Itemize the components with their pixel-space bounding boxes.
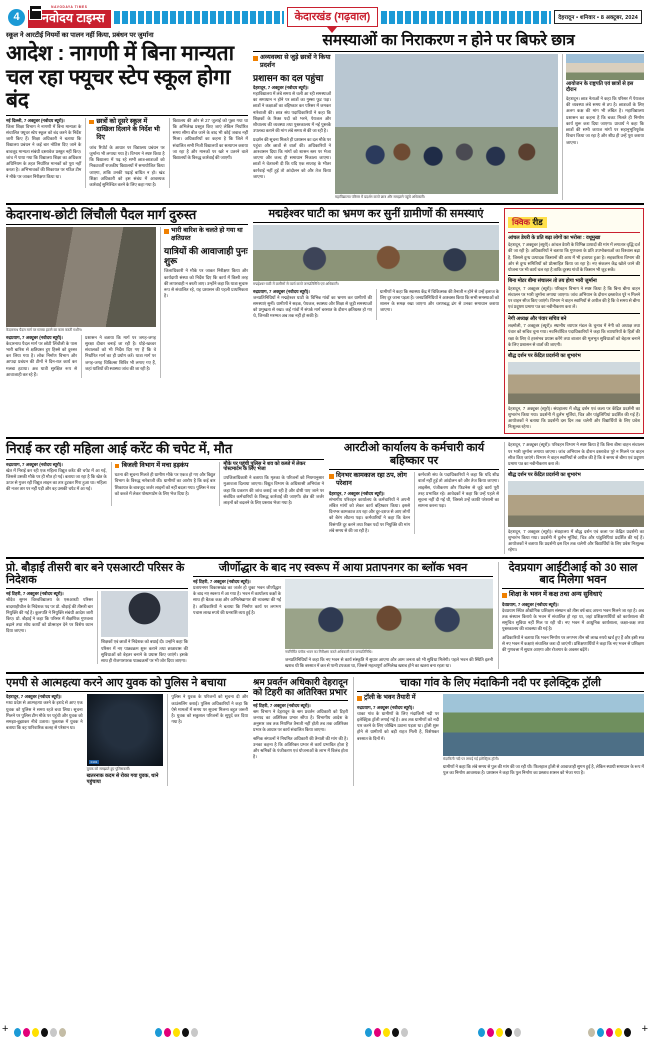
kedarnath-col1: केदारनाथ पैदल मार्ग पर छोटी लिंचौली के पास भारी बारिश से क्षतिग्रस्त हुए हिस्से को दुरुस्त कर लिया गया है। लोक निर्माण विभाग और आपदा प्रबंधन की टीमों ने दिन-रात कार्य कर मलबा हटाया। अब यात्री सुरक्षित रूप से आवाजाही कर रहे हैं।	[6, 340, 77, 377]
trolley-col2: ग्रामीणों ने कहा कि लंबे समय से पुल की मांग की जा रही थी। फिलहाल ट्रॉली से आवाजाही सुगम हुई है, लेकिन स्थायी समाधान के रूप में पुल का निर्माण आवश्यक है। प्रशासन ने कहा कि पुल निर्माण का प्रस्ताव शासन को भेजा गया है।	[443, 764, 644, 776]
trolley-caption: मंदाकिनी नदी पर लगाई गई इलेक्ट्रिक ट्रॉली।	[443, 757, 500, 762]
lead-right-col3: देहरादून। छात्र नेताओं ने कहा कि परिसर में पेयजल की व्यवस्था लंबे समय से ठप है। छात्राओं के लिए अलग कक्ष की मांग भी लंबित है। महाविद्यालय प्रशासन का कहना है कि बजट मिलते ही निर्माण कार्य शुरू करा दिया जाएगा। प्राचार्य ने कहा कि छात्रों की सभी जायज मांगों पर सहानुभूतिपूर्वक विचार किया जा रहा है और शीघ्र ही उन्हें पूरा कराया जाएगा।	[566, 95, 644, 145]
madmaheshwar-story	[253, 208, 499, 435]
quick-read-cont-photo	[508, 481, 644, 527]
lead-story-left	[6, 32, 248, 200]
kedarnath-bullet: भारी बारिश के चलते हो गया था क्षतिग्रस्त	[164, 227, 248, 244]
stripe-right	[381, 11, 551, 24]
woman-current-story	[6, 442, 324, 553]
boudai-col1: श्रीदेव सुमन विश्वविद्यालय के एसआरटी परिसर बादशाहीथौल के निदेशक पद पर प्रो. बौड़ाई की तीसरी बार नियुक्ति की गई है। कुलपति ने नियुक्ति संबंधी आदेश जारी किए। प्रो. बौड़ाई ने कहा कि परिसर में शैक्षणिक गुणवत्ता बढ़ाने तथा शोध कार्यों को प्रोत्साहन देने पर विशेष ध्यान दिया जाएगा।	[6, 597, 93, 634]
lead-right-inset-photo	[566, 54, 644, 80]
madmaheshwar-headline: मद्महेश्वर घाटी का भ्रमण कर सुनीं ग्रामीणों की समस्याएं	[268, 207, 484, 220]
kedarnath-photo	[6, 227, 156, 327]
suicide-byline: देहरादून, 7 अक्टूबर (नवोदय ब्यूरो)।	[6, 694, 62, 700]
devprayag-byline: देवप्रयाग, 7 अक्टूबर (नवोदय ब्यूरो)।	[502, 601, 559, 607]
suicide-photo	[87, 694, 164, 766]
lead-left-col3: विद्यालय की ओर से 27 जुलाई को पूछा गया था कि अभिलेख प्रस्तुत किए जाएं लेकिन निर्धारित समय सीमा बीत जाने के बाद भी कोई जवाब नहीं मिला। अधिकारियों का कहना है कि जिले में संचालित सभी निजी विद्यालयों का सत्यापन कराया जा रहा है और मानकों पर खरे न उतरने वाले विद्यालयों के विरुद्ध कार्रवाई की जाएगी।	[172, 117, 248, 161]
madmaheshwar-col1: जनप्रतिनिधियों ने मद्महेश्वर घाटी के विभिन्न गांवों का भ्रमण कर ग्रामीणों की समस्याएं सुनीं। ग्रामीणों ने सड़क, पेयजल, स्वास्थ्य और शिक्षा से जुड़ी समस्याओं को प्रमुखता से रखा। कई गांवों में संपर्क मार्ग बरसात के दौरान क्षतिग्रस्त हो गए थे, जिनकी मरम्मत अब तक नहीं हो सकी है।	[253, 294, 372, 319]
labour-story	[253, 677, 348, 785]
devprayag-col2: अधिकारियों ने बताया कि भवन निर्माण पर लगभग तीन सौ लाख रुपये खर्च हुए हैं और इसी सत्र से नए भवन में कक्षाएं संचालित करा दी जाएंगी। प्रशिक्षणार्थियों ने कहा कि नए भवन से प्रशिक्षण की गुणवत्ता में सुधार आएगा और रोजगार के अवसर बढ़ेंगे।	[502, 634, 644, 652]
suicide-caption: युवक को समझाते हुए पुलिसकर्मी।	[86, 767, 131, 772]
labour-col2: श्रमिक संगठनों ने नियमित अधिकारी की तैनाती की मांग की है। उनका कहना है कि अतिरिक्त प्रभार से कार्य प्रभावित होता है और श्रमिकों के पंजीकरण एवं योजनाओं के लाभ में विलंब होता है।	[253, 735, 348, 760]
edition-tag	[287, 7, 379, 27]
woman-current-sub: मौके पर पहुंची पुलिस ने शव को कब्जे में लेकर पोस्टमार्टम के लिए भेजा	[223, 460, 306, 473]
pratapnagar-col1: प्रतापनगर विकासखंड का जर्जर हो चुका भवन जीर्णोद्धार के बाद नए स्वरूप में आ गया है। भवन में कार्यालय कक्षों के साथ ही बैठक कक्ष और अभिलेखागार की व्यवस्था की गई है। अधिकारियों ने बताया कि निर्माण कार्य पर लगभग पचास लाख रुपये की धनराशि व्यय हुई है।	[193, 585, 281, 615]
woman-current-bullet: बिजली विभाग में मचा हड़कंप	[115, 462, 216, 470]
quick-read-item	[508, 235, 640, 274]
lead-left-col1: जिला शिक्षा विभाग ने नागणी में बिना मान्यता के संचालित फ्यूचर स्टेप स्कूल को बंद करने के निर्देश जारी किए हैं। शिक्षा अधिकारी ने बताया कि विद्यालय प्रबंधन ने कई बार नोटिस दिए जाने के बावजूद मान्यता संबंधी दस्तावेज प्रस्तुत नहीं किए। जांच में पाया गया कि विद्यालय शिक्षा का अधिकार अधिनियम के तहत निर्धारित मानकों को पूरा नहीं करता है। अभिभावकों की शिकायत पर गठित टीम ने मौके पर जाकर निरीक्षण किया था।	[6, 123, 82, 179]
rto-headline: आरटीओ कार्यालय के कर्मचारी कार्य बहिष्कार पर	[343, 442, 485, 467]
suicide-col2: पुलिस ने युवक के परिजनों को सूचना दी और काउंसलिंग कराई। पुलिस अधिकारियों ने कहा कि ऐसे मामलों में समय पर सूचना मिलना बहुत जरूरी है। युवक को सकुशल परिजनों के सुपुर्द कर दिया गया है।	[171, 694, 249, 725]
quick-read-item-head: आंचल डेयरी के प्रति बढ़ा लोगों का भरोसा : वधूमुखा	[508, 234, 601, 241]
lead-right-byline: देहरादून, 7 अक्टूबर (नवोदय ब्यूरो)।	[253, 85, 309, 91]
boudai-story	[6, 562, 188, 669]
quick-read-photo	[508, 362, 640, 404]
quick-read-item-body: देहरादून, 7 अक्टूबर (ब्यूरो)। संग्रहालय में बौद्ध दर्शन एवं कला पर केंद्रित प्रदर्शनी का शुभारंभ किया गया। प्रदर्शनी में दुर्लभ मूर्तियां, चित्र और पांडुलिपियां प्रदर्शित की गई हैं। आयोजकों ने बताया कि प्रदर्शनी दस दिन तक चलेगी और विद्यार्थियों के लिए प्रवेश निःशुल्क रहेगा।	[508, 405, 640, 430]
madmaheshwar-col2: ग्रामीणों ने कहा कि स्वास्थ्य केंद्र में चिकित्सक की तैनाती न होने से उन्हें इलाज के लिए दूर जाना पड़ता है। जनप्रतिनिधियों ने आश्वस्त किया कि सभी समस्याओं को शासन के समक्ष रखा जाएगा और चरणबद्ध ढंग से उनका समाधान कराया जाएगा।	[380, 288, 499, 313]
lead-left-col2: जांच रिपोर्ट के आधार पर विद्यालय प्रबंधन पर जुर्माना भी लगाया गया है। विभाग ने स्पष्ट किया है कि विद्यालय में पढ़ रहे सभी छात्र-छात्राओं को निकटवर्ती राजकीय विद्यालयों में समायोजित किया जाएगा, ताकि उनकी पढ़ाई बाधित न हो। खंड शिक्षा अधिकारी को इस संबंध में आवश्यक कार्रवाई सुनिश्चित करने के लिए कहा गया है।	[89, 144, 165, 188]
kedarnath-sub: यात्रियों की आवाजाही पुनः शुरू	[164, 245, 248, 267]
registration-dots-1	[14, 1028, 66, 1037]
lead-left-kicker: स्कूल ने आरटीई नियमों का पालन नहीं किया, प्रबंधन पर जुर्माना	[6, 32, 154, 39]
registration-dots-5	[588, 1028, 631, 1037]
devprayag-story	[498, 562, 644, 669]
edition-tag-label: केदारखंड (गढ़वाल)	[287, 7, 379, 27]
woman-current-byline: रुद्रप्रयाग, 7 अक्टूबर (नवोदय ब्यूरो)।	[6, 461, 63, 467]
quick-read-item-head: बौद्ध दर्शन पर केंद्रित प्रदर्शनी का शुभारंभ	[508, 353, 581, 360]
quick-read-cont-body2: देहरादून, 7 अक्टूबर (ब्यूरो)। संग्रहालय में बौद्ध दर्शन एवं कला पर केंद्रित प्रदर्शनी का शुभारंभ किया गया। प्रदर्शनी में दुर्लभ मूर्तियां, चित्र और पांडुलिपियां प्रदर्शित की गई हैं। आयोजकों ने बताया कि प्रदर्शनी दस दिन तक चलेगी और विद्यार्थियों के लिए प्रवेश निःशुल्क रहेगा।	[508, 528, 644, 553]
registration-dots-4	[478, 1028, 521, 1037]
boudai-headline: प्रो. बौड़ाई तीसरी बार बने एसआरटी परिसर के निदेशक	[6, 561, 185, 586]
quick-read-item	[508, 278, 640, 310]
madmaheshwar-byline: रुद्रप्रयाग, 7 अक्टूबर (नवोदय ब्यूरो)।	[253, 288, 310, 294]
suicide-rescue-story	[6, 677, 248, 785]
woman-current-col2: घटना की सूचना मिलते ही ग्रामीण मौके पर एकत्र हो गए और विद्युत विभाग के विरुद्ध नारेबाजी की। ग्रामीणों का आरोप है कि कई बार शिकायत के बावजूद जर्जर लाइनों को नहीं बदला गया। पुलिस ने शव को कब्जे में लेकर पोस्टमार्टम के लिए भेज दिया है।	[114, 472, 216, 496]
kedarnath-col3: जिलाधिकारी ने मौके पर जाकर निरीक्षण किया और कार्यदायी संस्था को निर्देश दिए कि कार्य में किसी तरह की लापरवाही न बरती जाए। उन्होंने कहा कि यात्रा सुचारु रूप से संचालित रहे, यह प्रशासन की पहली प्राथमिकता है।	[164, 268, 248, 299]
lead-left-headline: आदेश : नागणी में बिना मान्यता चल रहा फ्यूचर स्टेप स्कूल होगा बंद	[6, 42, 234, 113]
pratapnagar-headline: जीर्णोद्धार के बाद नए स्वरूप में आया प्रतापनगर का ब्लॉक भवन	[218, 561, 468, 574]
suicide-col1: मध्य प्रदेश से आत्महत्या करने के इरादे से आए एक युवक को पुलिस ने समय रहते बचा लिया। सूचना मिलने पर पुलिस टीम मौके पर पहुंची और युवक को समझा-बुझाकर नीचे उतारा। पूछताछ में युवक ने बताया कि वह पारिवारिक कलह से परेशान था।	[6, 700, 83, 731]
pratapnagar-byline: नई टिहरी, 7 अक्टूबर (नवोदय ब्यूरो)।	[193, 579, 251, 584]
flag-icon	[29, 5, 42, 20]
labour-headline: श्रम प्रवर्तन अधिकारी देहरादून को टिहरी का अतिरिक्त प्रभार	[253, 677, 348, 698]
devprayag-bullet: शिक्षा के भवन में कक्ष तथा अन्य सुविधाएं	[502, 591, 644, 599]
rto-bullet: दिनभर कामकाज रहा ठप, लोग परेशान	[329, 472, 410, 489]
quick-read-title-word1: क्विक	[512, 216, 531, 227]
kedarnath-headline: केदारनाथ-छोटी लिंचौली पैदल मार्ग दुरुस्त	[6, 206, 197, 222]
woman-current-headline: निराई कर रही महिला आई करेंट की चपेट में, मौत	[6, 441, 233, 457]
madmaheshwar-caption: मद्महेश्वर घाटी में ग्रामीणों से वार्ता करते जनप्रतिनिधि एवं अधिकारी।	[253, 282, 339, 287]
lead-right-photo	[335, 54, 558, 194]
quick-read-item	[508, 316, 640, 348]
lead-right-bullet: अव्यवस्था से जुड़े छात्रों ने किया प्रदर्शन	[253, 54, 331, 71]
quick-read-item-body: लक्ष्मोली, 7 अक्टूबर (ब्यूरो)। स्थानीय व्यापार मंडल के चुनाव में नेगी को अध्यक्ष तथा पंवार को सचिव चुना गया। नवनिर्वाचित पदाधिकारियों ने कहा कि व्यापारियों के हितों की रक्षा के लिए वे हरसंभव प्रयास करेंगे तथा बाजार की मूलभूत सुविधाओं को बेहतर बनाने के लिए प्रशासन से वार्ता की जाएगी।	[508, 323, 640, 347]
logo-latin-name: NAVODAYA TIMES	[51, 5, 88, 10]
lead-right-col2: प्रदर्शन की सूचना मिलते ही प्रशासन का दल मौके पर पहुंचा और छात्रों से वार्ता की। अधिकारियों ने आश्वासन दिया कि मांगों को शासन स्तर पर भेजा जाएगा और जल्द ही समाधान निकाला जाएगा। छात्रों ने चेतावनी दी कि यदि एक सप्ताह के भीतर कार्रवाई नहीं हुई तो आंदोलन को और तेज किया जाएगा।	[253, 136, 331, 179]
quick-read-continued	[504, 442, 644, 553]
photo-nameplate: 0101	[90, 760, 98, 765]
quick-read-item-body: देहरादून, 7 अक्टूबर (ब्यूरो)। आंचल डेयरी के विभिन्न उत्पादों की मांग में लगातार वृद्धि दर्ज की जा रही है। अधिकारियों ने बताया कि गुणवत्ता के प्रति उपभोक्ताओं का विश्वास बढ़ा है, जिससे दुग्ध उत्पादक किसानों की आय में भी इजाफा हुआ है। सहकारिता विभाग की ओर से दुग्ध समितियों को प्रोत्साहित किया जा रहा है। नए संकलन केंद्र खोले जाने की योजना पर भी कार्य चल रहा है ताकि दूरस्थ गांवों के किसान भी जुड़ सकें।	[508, 242, 640, 273]
crop-mark-right: +	[641, 1023, 648, 1035]
pratapnagar-caption: नवनिर्मित ब्लॉक भवन का निरीक्षण करते अधिकारी एवं जनप्रतिनिधि।	[285, 650, 373, 654]
labour-col1: श्रम विभाग ने देहरादून के श्रम प्रवर्तन अधिकारी को टिहरी जनपद का अतिरिक्त प्रभार सौंपा है। विभागीय आदेश के अनुसार जब तक नियमित तैनाती नहीं होती तब तक अतिरिक्त प्रभार के आधार पर कार्य संचालित किया जाएगा।	[253, 708, 348, 733]
quick-read-title-word2: रीड	[532, 216, 543, 227]
logo-hindi-name	[28, 10, 111, 27]
lead-right-headline: समस्याओं का निराकरण न होने पर बिफरे छात्र	[322, 32, 575, 49]
page-number-badge: 4	[8, 9, 25, 26]
masthead	[6, 0, 644, 32]
lead-right-caption: महाविद्यालय परिसर में प्रदर्शन करते छात्र और समझाने पहुंचे अधिकारी।	[335, 195, 426, 200]
boudai-col2: शिक्षकों एवं छात्रों ने निदेशक को बधाई दी। उन्होंने कहा कि परिसर में नए पाठ्यक्रम शुरू कराने तथा छात्रावास की सुविधाओं को बेहतर बनाने के प्रयास किए जाएंगे। इसके साथ ही रोजगारपरक पाठ्यक्रमों पर भी जोर दिया जाएगा।	[101, 639, 188, 663]
rto-story	[329, 442, 499, 553]
rto-byline: देहरादून, 7 अक्टूबर (नवोदय ब्यूरो)।	[329, 490, 385, 496]
woman-current-col3: उपजिलाधिकारी ने बताया कि मृतका के परिजनों को नियमानुसार मुआवजा दिलाया जाएगा। विद्युत विभाग के अधिशासी अभियंता ने कहा कि प्रकरण की जांच कराई जा रही है और दोषी पाए जाने पर संबंधित कर्मचारियों के विरुद्ध कार्रवाई की जाएगी। क्षेत्र की जर्जर लाइनों को बदलने के लिए प्रस्ताव भेजा गया है।	[223, 475, 325, 506]
crop-mark-left: +	[2, 1023, 9, 1035]
lead-right-sub: प्रशासन का दल पहुंचा	[253, 72, 324, 83]
suicide-sub-caption: खतरनाक कदम से रोका गया युवक, थाने पहुंचाया	[86, 773, 159, 785]
quick-read-box	[504, 208, 644, 435]
kedarnath-col2: प्रशासन ने बताया कि मार्ग पर जगह-जगह सुरक्षा दीवार बनाई जा रही है। घोड़े-खच्चर संचालकों को भी निर्देश दिए गए हैं कि वे निर्धारित मार्ग का ही प्रयोग करें। यात्रा मार्ग पर जगह-जगह चिकित्सा शिविर भी लगाए गए हैं, जहां यात्रियों की स्वास्थ्य जांच की जा रही है।	[85, 334, 156, 371]
labour-byline: नई टिहरी, 7 अक्टूबर (नवोदय ब्यूरो)।	[253, 702, 311, 708]
dateline: देहरादून • शनिवार • 8 अक्टूबर, 2024	[554, 10, 642, 24]
devprayag-headline: देवप्रयाग आईटीआई को 30 साल बाद मिलेगा भवन	[508, 561, 638, 586]
lead-left-byline: नई दिल्ली, 7 अक्टूबर (नवोदय ब्यूरो)।	[6, 117, 65, 123]
lead-story-right	[253, 32, 644, 200]
trolley-byline: रुद्रप्रयाग, 7 अक्टूबर (नवोदय ब्यूरो)।	[357, 704, 414, 710]
quick-read-item-body: देहरादून, 7 अक्टूबर (ब्यूरो)। परिवहन विभाग ने स्पष्ट किया है कि बिना बीमा वाहन संचालन पर भारी जुर्माना लगाया जाएगा। जांच अभियान के दौरान दस्तावेज पूरे न मिलने पर वाहन सीज किए जाएंगे। विभाग ने वाहन स्वामियों से अपील की है कि वे समय से बीमा एवं प्रदूषण प्रमाण पत्र का नवीनीकरण करा लें।	[508, 285, 640, 310]
kedarnath-story	[6, 208, 248, 435]
lead-right-col3-head: आयोजन के राष्ट्रपति एवं छात्रों से इस दौरान	[566, 81, 634, 94]
boudai-byline: नई टिहरी, 7 अक्टूबर (नवोदय ब्यूरो)।	[6, 591, 64, 597]
pratapnagar-story	[193, 562, 493, 669]
stripe-left	[114, 11, 284, 24]
trolley-col1: चाका गांव के ग्रामीणों के लिए मंदाकिनी नदी पर इलेक्ट्रिक ट्रॉली लगाई गई है। अब तक ग्रामीणों को नदी पार करने के लिए जोखिम उठाना पड़ता था। ट्रॉली शुरू होने से ग्रामीणों को बड़ी राहत मिली है, विशेषकर बरसात के दिनों में।	[357, 710, 439, 741]
devprayag-col1: देवप्रयाग स्थित औद्योगिक प्रशिक्षण संस्थान को तीस वर्ष बाद अपना भवन मिलने जा रहा है। अब तक संस्थान किराये के भवन में संचालित हो रहा था, जहां प्रशिक्षणार्थियों को कार्यशाला की समुचित सुविधा नहीं मिल पा रही थी। नए भवन में आधुनिक कार्यशाला, कक्षा-कक्ष तथा पुस्तकालय की व्यवस्था की गई है।	[502, 607, 644, 632]
logo-text: नवोदय टाइम्स	[42, 11, 105, 26]
suicide-headline: एमपी से आत्महत्या करने आए युवक को पुलिस ने बचाया	[6, 677, 226, 690]
pratapnagar-col2: जनप्रतिनिधियों ने कहा कि नए भवन से कार्य संस्कृति में सुधार आएगा और आम जनता को भी सुविधा मिलेगी। पहले भवन की स्थिति इतनी खराब थी कि बरसात में छत से पानी टपकता था, जिससे महत्वपूर्ण अभिलेख खराब होने का खतरा बना रहता था।	[285, 656, 493, 668]
trolley-photo	[443, 694, 644, 756]
quick-read-item-head: बिना मोटर बीमा संचालन तो तय होगा भारी जुर्माना	[508, 278, 597, 285]
pratapnagar-photo	[285, 579, 493, 649]
print-registration-marks	[0, 1017, 650, 1043]
boudai-photo	[101, 591, 188, 637]
trolley-story	[353, 677, 644, 785]
rto-col1: संभागीय परिवहन कार्यालय के कर्मचारियों ने अपनी लंबित मांगों को लेकर कार्य बहिष्कार किया। इससे दिनभर कामकाज ठप रहा और दूर-दराज से आए लोगों को बैरंग लौटना पड़ा। कर्मचारियों ने कहा कि वेतन विसंगति दूर करने तथा रिक्त पदों पर नियुक्ति की मांग लंबे समय से की जा रही है।	[329, 496, 410, 533]
kedarnath-byline: रुद्रप्रयाग, 7 अक्टूबर (नवोदय ब्यूरो)।	[6, 334, 63, 340]
quick-read-cont-body: देहरादून, 7 अक्टूबर (ब्यूरो)। परिवहन विभाग ने स्पष्ट किया है कि बिना बीमा वाहन संचालन पर भारी जुर्माना लगाया जाएगा। जांच अभियान के दौरान दस्तावेज पूरे न मिलने पर वाहन सीज किए जाएंगे। विभाग ने वाहन स्वामियों से अपील की है कि वे समय से बीमा एवं प्रदूषण प्रमाण पत्र का नवीनीकरण करा लें।	[508, 442, 644, 467]
quick-read-title	[508, 217, 547, 228]
lead-left-bullet: छात्रों को दूसरे स्कूल में दाखिला दिलाने के निर्देश भी दिए	[89, 118, 164, 143]
lead-right-col1: महाविद्यालय में लंबे समय से चली आ रही समस्याओं का समाधान न होने पर छात्रों का गुस्सा फूट पड़ा। छात्रों ने कक्षाओं का बहिष्कार कर परिसर में जमकर नारेबाजी की। छात्र संघ पदाधिकारियों ने कहा कि शिक्षकों के रिक्त पदों को भरने, पेयजल और शौचालय की व्यवस्था तथा पुस्तकालय में नई पुस्तकें उपलब्ध कराने की मांग लंबे समय से की जा रही है।	[253, 91, 331, 134]
registration-dots-3	[365, 1028, 408, 1037]
madmaheshwar-photo	[253, 225, 499, 281]
quick-read-cont-head: बौद्ध दर्शन पर केंद्रित प्रदर्शनी का शुभारंभ	[508, 472, 581, 479]
publication-logo	[28, 6, 111, 28]
kedarnath-caption: केदारनाथ पैदल मार्ग पर मलबा हटाने का काम करती मशीन।	[6, 328, 83, 333]
rto-col2: कर्मचारी संघ के पदाधिकारियों ने कहा कि यदि शीघ्र वार्ता नहीं हुई तो आंदोलन को और तेज किया जाएगा। लाइसेंस, पंजीकरण और फिटनेस से जुड़े कार्य पूरी तरह प्रभावित रहे। आवेदकों ने कहा कि उन्हें पहले से सूचना नहीं दी गई थी, जिससे उन्हें काफी परेशानी का सामना करना पड़ा।	[418, 472, 499, 509]
quick-read-item-head: नेगी अध्यक्ष और पंवार सचिव बने	[508, 315, 567, 322]
woman-current-col1: खेत में निराई कर रही एक महिला विद्युत करेंट की चपेट में आ गई, जिससे उसकी मौके पर ही मौत हो गई। बताया जा रहा है कि खेत के ऊपर से गुजर रही विद्युत लाइन का तार टूटकर गिरा हुआ था। महिला की नजर तार पर नहीं पड़ी और वह उसकी चपेट में आ गई।	[6, 467, 107, 492]
registration-dots-2	[155, 1028, 198, 1037]
trolley-bullet: ट्रॉली के भवन तैयारी में	[357, 694, 439, 702]
quick-read-item	[508, 353, 640, 430]
trolley-headline: चाका गांव के लिए मंदाकिनी नदी पर इलेक्ट्रिक ट्रॉली	[399, 677, 602, 690]
